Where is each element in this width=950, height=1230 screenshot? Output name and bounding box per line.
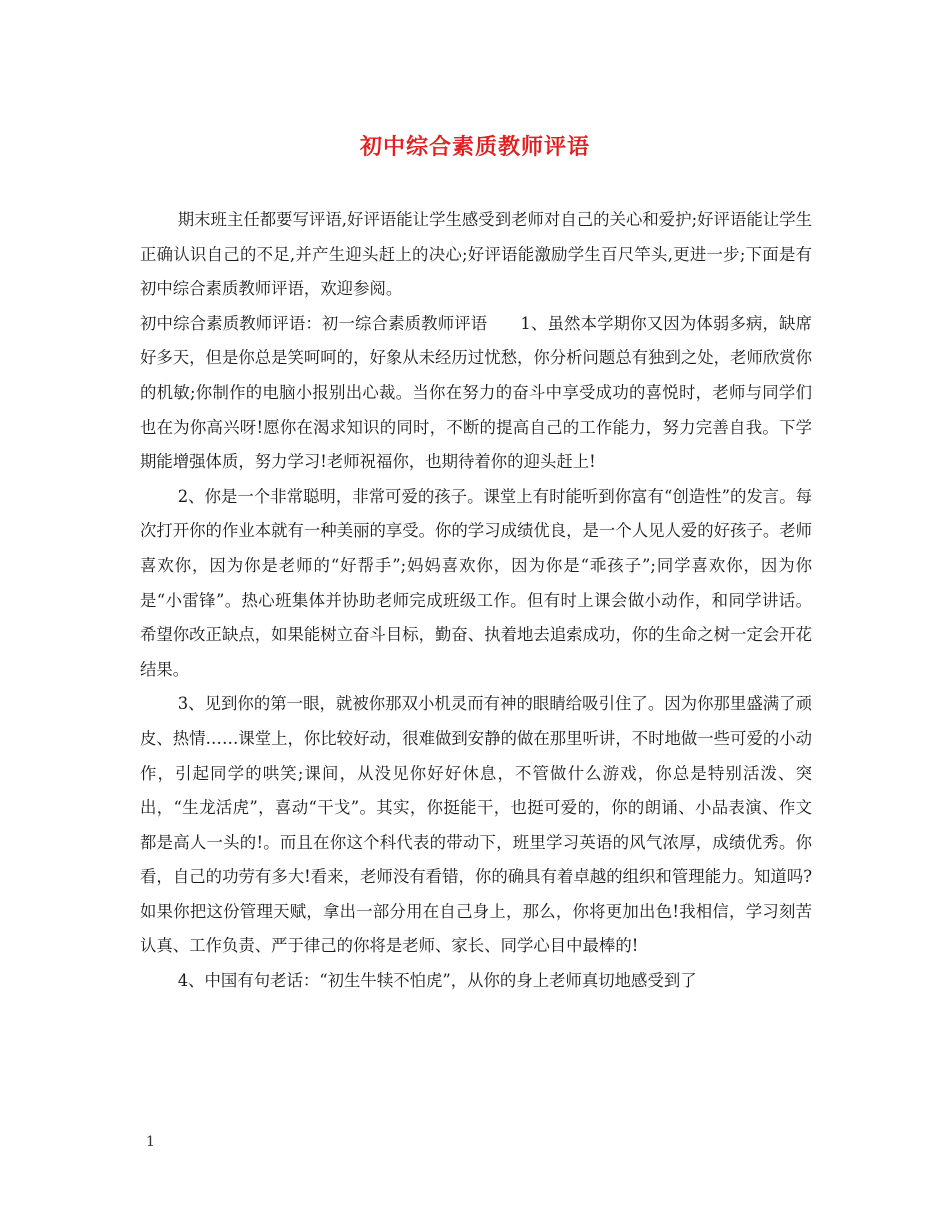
page-number: 1	[146, 1134, 155, 1150]
document-body	[140, 203, 812, 999]
paragraph-comment-1: 初中综合素质教师评语：初一综合素质教师评语 1、虽然本学期你又因为体弱多病，缺席好多天，但是你总是笑呵呵的，好象从未经历过忧愁，你分析问题总有独到之处，老师欣赏你的机敏;你制作的电脑小报别出心裁。当你在努力的奋斗中享受成功的喜悦时，老师与同学们也在为你高兴呀!愿你在渴求知识的同时，不断的提高自己的工作能力，努力完善自我。下学期能增强体质，努力学习!老师祝福你，也期待着你的迎头赶上!	[140, 313, 813, 472]
paragraph-comment-4: 4、中国有句老话：“初生牛犊不怕虎”，从你的身上老师真切地感受到了	[177, 971, 697, 991]
document-title: 初中综合素质教师评语	[359, 134, 590, 160]
paragraph-comment-3: 3、见到你的第一眼，就被你那双小机灵而有神的眼睛给吸引住了。因为你那里盛满了顽皮、热情……课堂上，你比较好动，很难做到安静的做在那里听讲，不时地做一些可爱的小动作，引起同学的哄笑;课间，从没见你好好休息，不管做什么游戏，你总是特别活泼、突出，“生龙活虎”，喜动“干戈”。其实，你挺能干，也挺可爱的，你的朗诵、小品表演、作文都是高人一头的!。而且在你这个科代表的带动下，班里学习英语的风气浓厚，成绩优秀。你看，自己的功劳有多大!看来，老师没有看错，你的确具有着卓越的组织和管理能力。知道吗?如果你把这份管理天赋，拿出一部分用在自己身上，那么，你将更加出色!我相信，学习刻苦认真、工作负责、严于律己的你将是老师、家长、同学心目中最棒的!	[140, 694, 813, 956]
paragraph-comment-2: 2、你是一个非常聪明，非常可爱的孩子。课堂上有时能听到你富有“创造性”的发言。每次打开你的作业本就有一种美丽的享受。你的学习成绩优良，是一个人见人爱的好孩子。老师喜欢你，因为你是老师的“好帮手”;妈妈喜欢你，因为你是“乖孩子”;同学喜欢你，因为你是“小雷锋”。热心班集体并协助老师完成班级工作。但有时上课会做小动作，和同学讲话。希望你改正缺点，如果能树立奋斗目标，勤奋、执着地去追索成功，你的生命之树一定会开花结果。	[140, 486, 813, 679]
paragraph-intro: 期末班主任都要写评语,好评语能让学生感受到老师对自己的关心和爱护;好评语能让学生正确认识自己的不足,并产生迎头赶上的决心;好评语能激励学生百尺竿头,更进一步;下面是有初中综合素质教师评语，欢迎参阅。	[140, 210, 812, 299]
